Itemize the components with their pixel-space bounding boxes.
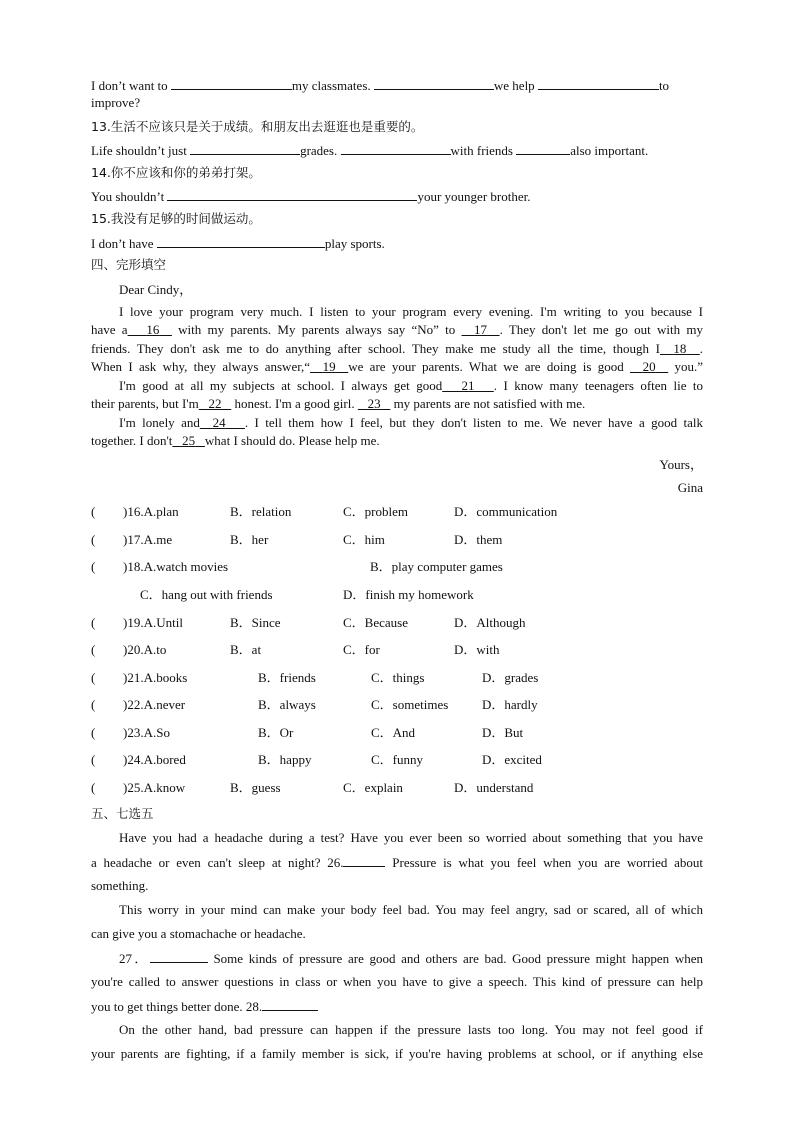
answer-blank[interactable] [516, 141, 570, 155]
blank-23[interactable]: 23 [367, 396, 381, 411]
option-b: B．always [258, 697, 316, 712]
text: I'm good at all my subjects at school. I always get good [119, 378, 443, 393]
option-b: B．friends [258, 670, 316, 685]
blank-21[interactable]: 21 [461, 378, 475, 393]
question-paren[interactable]: ( [91, 697, 96, 712]
text: Some kinds of pressure are good and others are bad. Good pressure might happen when [207, 951, 703, 966]
option-d: D．communication [454, 504, 558, 519]
option-b: B．relation [230, 504, 292, 519]
option-c: C．explain [343, 780, 403, 795]
text: Life shouldn’t just [91, 143, 191, 158]
question-stem-option-a: )20.A.to [123, 642, 167, 657]
answer-blank[interactable] [538, 76, 659, 90]
passage-line: This worry in your mind can make your body feel bad. You may feel angry, sad or scared, all of which [119, 902, 703, 917]
option-b: B．her [230, 532, 269, 547]
text: . I know many teenagers often lie to [493, 378, 704, 393]
translation-13-line [91, 141, 703, 160]
text: together. I don't [91, 433, 173, 448]
letter-line [91, 432, 703, 450]
letter-line: friends. They don't ask me to do anything after school. They make me study all the time, though I 18 . [91, 341, 703, 356]
answer-blank[interactable] [341, 141, 451, 155]
answer-blank[interactable] [167, 187, 417, 201]
question-stem-option-a: )17.A.me [123, 532, 173, 547]
text: their parents, but I'm [91, 396, 199, 411]
text: honest. I'm a good girl. [231, 396, 358, 411]
text: a headache or even can't sleep at night? 26. [91, 855, 344, 870]
passage-line: Have you had a headache during a test? Have you ever been so worried about something that you have [119, 830, 703, 845]
passage-line: your parents are fighting, if a family member is sick, if you're having problems at school, or if anything else [91, 1046, 703, 1061]
passage-line: can give you a stomachache or headache. [91, 926, 306, 941]
text: you to get things better done. 28. [91, 999, 263, 1014]
option-b: B．play computer games [370, 559, 503, 574]
option-c: C．hang out with friends [140, 587, 273, 602]
option-b: B．happy [258, 752, 312, 767]
letter-line [91, 321, 703, 339]
question-paren[interactable]: ( [91, 615, 96, 630]
answer-blank[interactable] [157, 234, 325, 248]
question-stem-option-a: )18.A.watch movies [123, 559, 229, 574]
question-stem-option-a: )16.A.plan [123, 504, 179, 519]
letter-line [91, 358, 703, 376]
text: we help [493, 78, 538, 93]
translation-12-continuation: improve? [91, 95, 141, 110]
blank-19[interactable]: 19 [322, 359, 336, 374]
option-c: C．things [371, 670, 425, 685]
text: we are your parents. What we are doing is good [348, 359, 631, 374]
translation-15-line [91, 234, 703, 253]
question-paren[interactable]: ( [91, 532, 96, 547]
letter-line: I love your program very much. I listen to your program every evening. I'm writing to you because I [119, 304, 703, 319]
blank-22[interactable]: 22 [208, 396, 222, 411]
question-paren[interactable]: ( [91, 504, 96, 519]
text: I'm lonely and [119, 415, 200, 430]
text: . I tell them how I feel, but they don't listen to me. We never have a good talk [244, 415, 704, 430]
option-d: D．Although [454, 615, 526, 630]
letter-line [91, 377, 703, 395]
letter-signature: Gina [677, 480, 703, 495]
option-c: C．Because [343, 615, 408, 630]
option-d: D．grades [482, 670, 539, 685]
question-paren[interactable]: ( [91, 752, 96, 767]
passage-line [91, 853, 703, 872]
question-stem-option-a: )19.A.Until [123, 615, 183, 630]
text: have a [91, 322, 128, 337]
text: Pressure is what you feel when you are worried about [385, 855, 703, 870]
question-paren[interactable]: ( [91, 642, 96, 657]
option-c: C．sometimes [371, 697, 449, 712]
letter-line: their parents, but I'm 22 honest. I'm a good girl. 23 my parents are not satisfied with me. [91, 396, 586, 411]
text: what I should do. Please help me. [204, 433, 380, 448]
option-d: D．finish my homework [343, 587, 474, 602]
answer-blank[interactable] [190, 141, 300, 155]
text: 27． [119, 951, 150, 966]
option-c: C．problem [343, 504, 408, 519]
answer-blank-26[interactable] [343, 853, 385, 867]
question-paren[interactable]: ( [91, 559, 96, 574]
text: your younger brother. [417, 189, 531, 204]
text: with my parents. My parents always say “No” to [171, 322, 462, 337]
option-d: D．understand [454, 780, 534, 795]
text: to [658, 78, 670, 93]
text: with friends [450, 143, 517, 158]
translation-14-prompt: 14.你不应该和你的弟弟打架。 [91, 165, 261, 180]
text: I don’t want to [91, 78, 171, 93]
option-b: B．at [230, 642, 262, 657]
question-stem-option-a: )22.A.never [123, 697, 186, 712]
translation-12-line [91, 76, 703, 95]
option-d: D．them [454, 532, 503, 547]
text: my classmates. [291, 78, 374, 93]
question-paren[interactable]: ( [91, 780, 96, 795]
section-title-seven-choose-five: 五、七选五 [91, 806, 154, 821]
answer-blank[interactable] [171, 76, 292, 90]
blank-17[interactable]: 17 [474, 322, 488, 337]
translation-14-line [91, 187, 703, 206]
blank-18[interactable]: 18 [673, 341, 687, 356]
option-b: B．Or [258, 725, 294, 740]
option-d: D．But [482, 725, 524, 740]
text: play sports. [324, 236, 385, 251]
letter-closing: Yours， [659, 457, 703, 472]
answer-blank-28[interactable] [262, 997, 318, 1011]
option-d: D．excited [482, 752, 542, 767]
text: I don’t have [91, 236, 157, 251]
option-d: D．hardly [482, 697, 538, 712]
text: you.” [674, 359, 704, 374]
question-paren[interactable]: ( [91, 670, 96, 685]
blank-16[interactable]: 16 [146, 322, 160, 337]
passage-line: On the other hand, bad pressure can happen if the pressure lasts too long. You may not feel good if [119, 1022, 703, 1037]
option-d: D．with [454, 642, 500, 657]
blank-24[interactable]: 24 [212, 415, 226, 430]
answer-blank-27[interactable] [150, 949, 208, 963]
text: grades. [300, 143, 341, 158]
text: You shouldn’t [91, 189, 168, 204]
letter-greeting: Dear Cindy， [119, 282, 193, 297]
answer-blank[interactable] [374, 76, 494, 90]
translation-13-prompt: 13.生活不应该只是关于成绩。和朋友出去逛逛也是重要的。 [91, 119, 424, 134]
option-c: C．for [343, 642, 380, 657]
text: . They don't let me go out with my [499, 322, 704, 337]
question-stem-option-a: )23.A.So [123, 725, 170, 740]
text: When I ask why, they always answer,“ [91, 359, 311, 374]
letter-line [91, 414, 703, 432]
question-stem-option-a: )21.A.books [123, 670, 188, 685]
section-title-cloze: 四、完形填空 [91, 257, 167, 272]
passage-line [91, 949, 703, 968]
blank-25[interactable]: 25 [182, 433, 196, 448]
question-paren[interactable]: ( [91, 725, 96, 740]
option-b: B．guess [230, 780, 281, 795]
passage-line [91, 997, 703, 1016]
text: also important. [570, 143, 649, 158]
option-c: C．funny [371, 752, 424, 767]
passage-line: something. [91, 878, 149, 893]
option-c: C．him [343, 532, 385, 547]
passage-line: you're called to answer questions in class or when you have to give a speech. This kind of pressure can help [91, 974, 703, 989]
text: friends. They don't ask me to do anything after school. They make me study all the time, though I [91, 341, 660, 356]
option-c: C．And [371, 725, 416, 740]
blank-20[interactable]: 20 [642, 359, 656, 374]
question-stem-option-a: )24.A.bored [123, 752, 186, 767]
option-b: B．Since [230, 615, 281, 630]
question-stem-option-a: )25.A.know [123, 780, 186, 795]
translation-15-prompt: 15.我没有足够的时间做运动。 [91, 211, 261, 226]
